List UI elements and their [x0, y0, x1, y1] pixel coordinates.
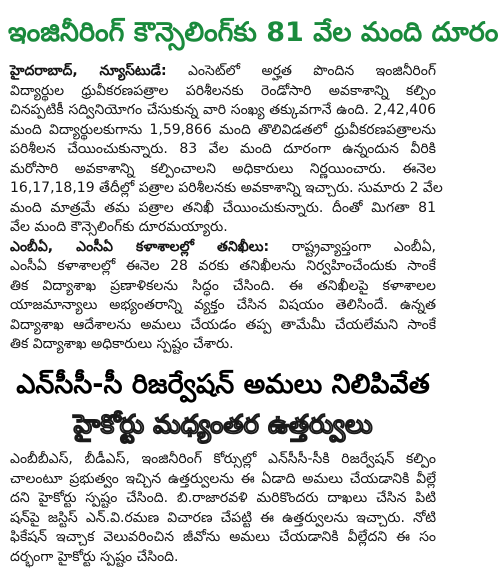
article-line: ఫికేషన్ ఇచ్చాక వెలువరించిన జీవోను అమలు చేయడానికి వీల్లేదని ఈ సం: [10, 529, 436, 545]
article-line: షన్‌పై జస్టిస్ ఎన్.వి.రమణ విచారణ చేపట్టి ఈ ఉత్తర్వులను ఇచ్చారు. నోటి: [10, 509, 436, 526]
article-line: చినప్పటికీ సద్వినియోగం చేసుకున్న వారి సంఖ్య తక్కువగానే ఉంది. 2,42,406: [10, 102, 436, 118]
article-line: తిక విద్యాశాఖ ప్రణాళికలను సిద్ధం చేసింది. ఈ తనిఖీలపై కళాశాలల: [10, 277, 436, 294]
article-line: పరిశీలన చేయించుకున్నారు. 83 వేల మంది దూరంగా ఉన్నందున వీరికి: [10, 141, 436, 157]
article-line: దని హైకోర్టు స్పష్టం చేసింది. బి.రాజారవళి మరికొందరు దాఖలు చేసిన పిటి: [10, 490, 436, 506]
section-subhead: ఎంబీఏ, ఎంసీఏ కళాశాలల్లో తనిఖీలు:: [10, 238, 270, 255]
line-text: ఎంసెట్‌లో అర్హత పొందిన ఇంజినీరింగ్: [187, 63, 436, 79]
article-body-ncc-reservation: [10, 450, 436, 567]
article-line: యాజమాన్యాలు అభ్యంతరాన్ని వ్యక్తం చేసిన విషయం తెలిసిందే. ఉన్నత: [10, 297, 436, 313]
article-line: 16,17,18,19 తేదీల్లో పత్రాల పరిశీలనకు అవకాశాన్ని ఇచ్చారు. సుమారు 2 వేల: [10, 180, 443, 196]
article-line: ఎంబీబీఎస్, బీడీఎస్, ఇంజినీరింగ్ కోర్సుల్లో ఎన్‌సీసీ-సీకి రిజర్వేషన్ కల్పిం: [10, 451, 436, 467]
dateline: హైదరాబాద్, న్యూస్‌టుడే:: [10, 63, 167, 79]
headline-ncc-reservation: ఎన్‌సీసీ-సీ రిజర్వేషన్ అమలు నిలిపివేత: [16, 369, 430, 400]
article-line: మరోసారి అవకాశాన్ని కల్పించాలని అధికారులు నిర్ణయించారు. ఈనెల: [10, 160, 436, 177]
article-line: [10, 238, 436, 258]
article-line: మంది విద్యార్థులకుగాను 1,59,866 మంది తొలివిడతలో ధ్రువీకరణపత్రాలను: [10, 121, 436, 138]
subheadline-high-court-orders: హైకోర్టు మధ్యంతర ఉత్తర్వులు: [73, 410, 373, 440]
article-line: చాలంటూ ప్రభుత్వం ఇచ్చిన ఉత్తర్వులను ఈ ఏడాది అమలు చేయడానికి వీల్లే: [10, 470, 436, 487]
article-body-engineering-counselling: [10, 62, 443, 355]
article-line: వేల మంది కౌన్సెలింగ్‌కు దూరమయ్యారు.: [10, 219, 228, 235]
article-line: తిక విద్యాశాఖ అధికారులు స్పష్టం చేశారు.: [10, 336, 234, 352]
article-line: విద్యార్థుల ధ్రువీకరణపత్రాల పరిశీలనకు రెండోసారి అవకాశాన్ని కల్పిం: [10, 82, 436, 99]
line-text: రాష్ట్రవ్యాప్తంగా ఎంబీఏ,: [291, 238, 436, 255]
article-line: [10, 62, 436, 82]
article-line: విద్యాశాఖ ఆదేశాలను అమలు చేయడం తప్ప తామేమీ చేయలేమని సాంకే: [10, 316, 436, 333]
article-line: ఎంసీఏ కళాశాలల్లో ఈనెల 28 వరకు తనిఖీలను నిర్వహించేందుకు సాంకే: [10, 258, 436, 274]
headline-engineering-counselling: ఇంజినీరింగ్ కౌన్సెలింగ్‌కు 81 వేల మంది దూరం: [8, 17, 498, 48]
article-line: మంది మాత్రమే తమ పత్రాల తనిఖీ చేయించుకున్నారు. దీంతో మిగతా 81: [10, 199, 436, 216]
article-line: దర్భంగా హైకోర్టు స్పష్టం చేసింది.: [10, 548, 179, 565]
